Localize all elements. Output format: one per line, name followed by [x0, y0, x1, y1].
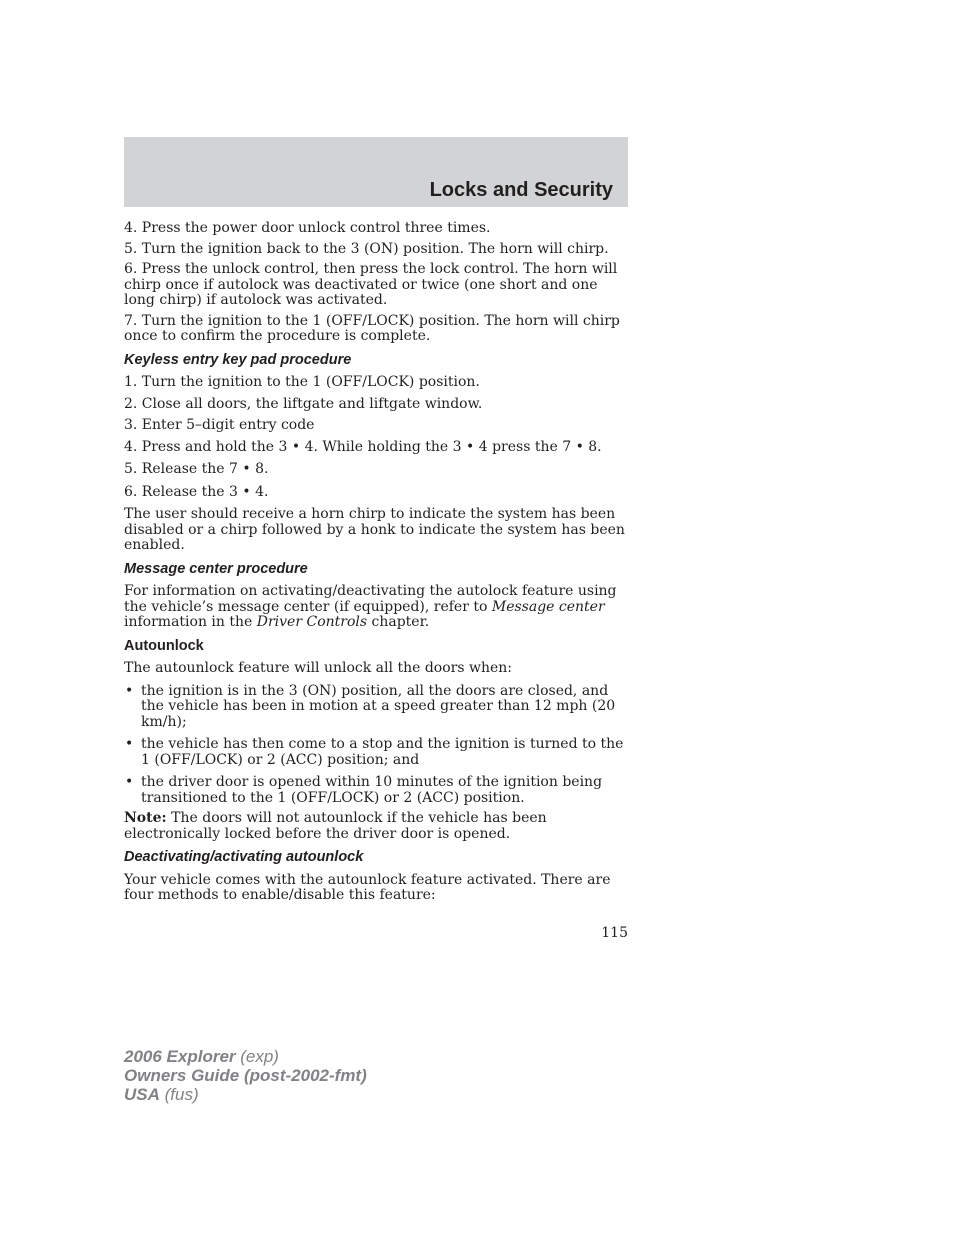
footer-line-market: USA (fus) [124, 1085, 199, 1104]
keyless-step: 6. Release the 3 • 4. [124, 483, 269, 500]
message-center-heading: Message center procedure [124, 560, 308, 577]
message-center-text: For information on activating/deactivating the autolock feature using the vehicle’s message center (if equipped), refer to Message center information in the Driver Controls chapter. [124, 583, 617, 630]
keyless-step: 4. Press and hold the 3 • 4. While holding the 3 • 4 press the 7 • 8. [124, 438, 602, 455]
section-title: Locks and Security [429, 179, 613, 201]
autounlock-bullet-item: • the vehicle has then come to a stop and the ignition is turned to the 1 (OFF/LOCK) or 2 (ACC) position; and [125, 736, 624, 768]
step-item: 7. Turn the ignition to the 1 (OFF/LOCK) position. The horn will chirp once to confirm the procedure is complete. [124, 312, 620, 344]
page-number: 115 [601, 925, 628, 941]
document-footer [124, 1047, 367, 1104]
keyless-heading: Keyless entry key pad procedure [124, 351, 352, 368]
autounlock-intro: The autounlock feature will unlock all the doors when: [124, 660, 512, 676]
deactivating-heading: Deactivating/activating autounlock [124, 849, 364, 865]
autounlock-bullet-item: • the driver door is opened within 10 minutes of the ignition being transitioned to the 1 (OFF/LOCK) or 2 (ACC) position. [125, 774, 603, 806]
keyless-step: 1. Turn the ignition to the 1 (OFF/LOCK) position. [124, 374, 480, 390]
footer-line-guide: Owners Guide (post-2002-fmt) [124, 1066, 367, 1085]
bullet-icon: • [125, 774, 134, 790]
footer-line-model: 2006 Explorer (exp) [124, 1047, 279, 1066]
step-item: 6. Press the unlock control, then press the lock control. The horn will chirp once if autolock was deactivated or twice (one short and one long chirp) if autolock was activated. [124, 261, 618, 308]
bullet-icon: • [125, 682, 134, 699]
autounlock-bullet-item: • the ignition is in the 3 (ON) position, all the doors are closed, and the vehicle has been in motion at a speed greater than 12 mph (20 km/h); [125, 682, 616, 730]
keyless-step: 2. Close all doors, the liftgate and liftgate window. [124, 395, 483, 412]
page-content [124, 221, 628, 909]
note-label: Note: [124, 810, 167, 826]
autounlock-heading: Autounlock [124, 637, 204, 654]
deactivating-text: Your vehicle comes with the autounlock feature activated. There are four methods to enable/disable this feature: [124, 871, 611, 903]
autounlock-note: Note: The doors will not autounlock if the vehicle has been electronically locked before the driver door is opened. [124, 810, 547, 842]
message-center-ref: Message center [491, 598, 605, 615]
keyless-step: 3. Enter 5–digit entry code [124, 417, 315, 433]
keyless-note: The user should receive a horn chirp to indicate the system has been disabled or a chirp followed by a honk to indicate the system has been enabled. [124, 506, 625, 553]
step-item: 4. Press the power door unlock control three times. [124, 220, 491, 236]
step-item: 5. Turn the ignition back to the 3 (ON) position. The horn will chirp. [124, 240, 609, 257]
driver-controls-ref: Driver Controls [256, 614, 368, 630]
keyless-step: 5. Release the 7 • 8. [124, 461, 269, 477]
section-header-band [124, 137, 628, 207]
bullet-icon: • [125, 736, 134, 752]
